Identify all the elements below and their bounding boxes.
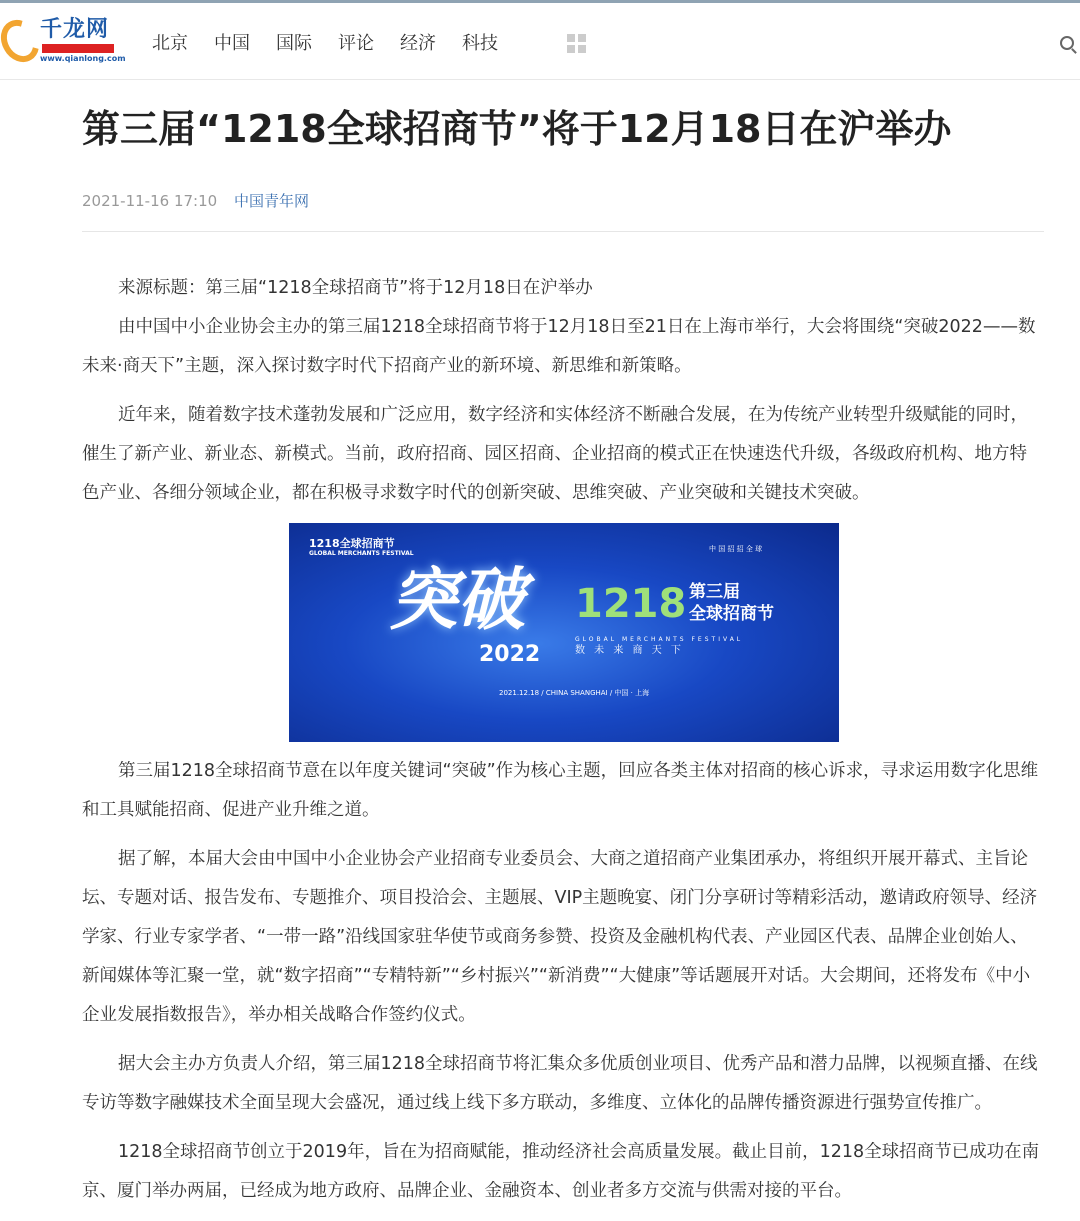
paragraph: 据大会主办方负责人介绍，第三届1218全球招商节将汇集众多优质创业项目、优秀产品和潜力品牌，以视频直播、在线专访等数字融媒技术全面呈现大会盛况，通过线上线下多方联动，多维度、立体化的品牌传播资源进行强势宣传推广。: [82, 1054, 1038, 1113]
article-title: 第三届“1218全球招商节”将于12月18日在沪举办: [82, 107, 952, 151]
paragraph: 近年来，随着数字技术蓬勃发展和广泛应用，数字经济和实体经济不断融合发展，在为传统产业转型升级赋能的同时，催生了新产业、新业态、新模式。当前，政府招商、园区招商、企业招商的模式正在快速迭代升级，各级政府机构、地方特色产业、各细分领域企业，都在积极寻求数字时代的创新突破、思维突破、产业突破和关键技术突破。: [82, 405, 1028, 503]
paragraph: 据了解，本届大会由中国中小企业协会产业招商专业委员会、大商之道招商产业集团承办，将组织开展开幕式、主旨论坛、专题对话、报告发布、专题推介、项目投洽会、主题展、VIP主题晚宴、闭门分享研讨等精彩活动，邀请政府领导、经济学家、行业专家学者、“一带一路”沿线国家驻华使节或商务参赞、投资及金融机构代表、产业园区代表、品牌企业创始人、新闻媒体等汇聚一堂，就“数字招商”“专精特新”“乡村振兴”“新消费”“大健康”等话题展开对话。大会期间，还将发布《中小企业发展指数报告》，举办相关战略合作签约仪式。: [82, 849, 1038, 1025]
article-meta: [82, 190, 309, 211]
paragraph: 由中国中小企业协会主办的第三届1218全球招商节将于12月18日至21日在上海市举行，大会将围绕“突破2022——数未来·商天下”主题，深入探讨数字时代下招商产业的新环境、新思维和新策略。: [82, 317, 1036, 376]
more-grid-icon[interactable]: [567, 34, 586, 53]
publish-date: 2021-11-16 17:10: [82, 192, 218, 210]
banner-year: 2022: [479, 642, 541, 667]
article-body: [82, 269, 1042, 1221]
site-header: [0, 3, 1080, 80]
paragraph: 来源标题：第三届“1218全球招商节”将于12月18日在沪举办: [118, 278, 593, 298]
logo-name: 千龙网: [40, 17, 110, 42]
article-image: [289, 523, 839, 742]
source-link[interactable]: 中国青年网: [233, 192, 309, 210]
logo-bar: [42, 44, 114, 53]
nav-economy[interactable]: 经济: [400, 33, 436, 54]
logo-url: www.qianlong.com: [40, 54, 126, 63]
banner-slogan: GLOBAL MERCHANTS FESTIVAL 数 未 来 商 天 下: [575, 636, 744, 656]
search-icon[interactable]: [1060, 36, 1074, 50]
divider: [82, 231, 1044, 232]
banner-date: 2021.12.18 / CHINA SHANGHAI / 中国 · 上海: [499, 689, 650, 697]
banner-keyword: 突破: [389, 561, 526, 640]
paragraph: 1218全球招商节创立于2019年，旨在为招商赋能，推动经济社会高质量发展。截止目前，1218全球招商节已成功在南京、厦门举办两届，已经成为地方政府、品牌企业、金融资本、创业者多方交流与供需对接的平台。: [82, 1142, 1040, 1201]
banner-badge: 1218全球招商节 GLOBAL MERCHANTS FESTIVAL: [309, 537, 414, 557]
banner-number: 1218: [575, 581, 687, 627]
banner-title: 第三届 全球招商节: [689, 582, 774, 624]
site-logo[interactable]: [2, 17, 126, 67]
nav-opinion[interactable]: 评论: [338, 33, 374, 54]
nav-tech[interactable]: 科技: [462, 33, 498, 54]
paragraph: 第三届1218全球招商节意在以年度关键词“突破”作为核心主题，回应各类主体对招商的核心诉求，寻求运用数字化思维和工具赋能招商、促进产业升维之道。: [82, 761, 1039, 820]
nav-international[interactable]: 国际: [276, 33, 312, 54]
nav-beijing[interactable]: 北京: [152, 33, 188, 54]
nav-china[interactable]: 中国: [214, 33, 250, 54]
banner-top-right: 中 国 招 招 全 球: [709, 545, 763, 553]
main-nav: [152, 29, 498, 55]
